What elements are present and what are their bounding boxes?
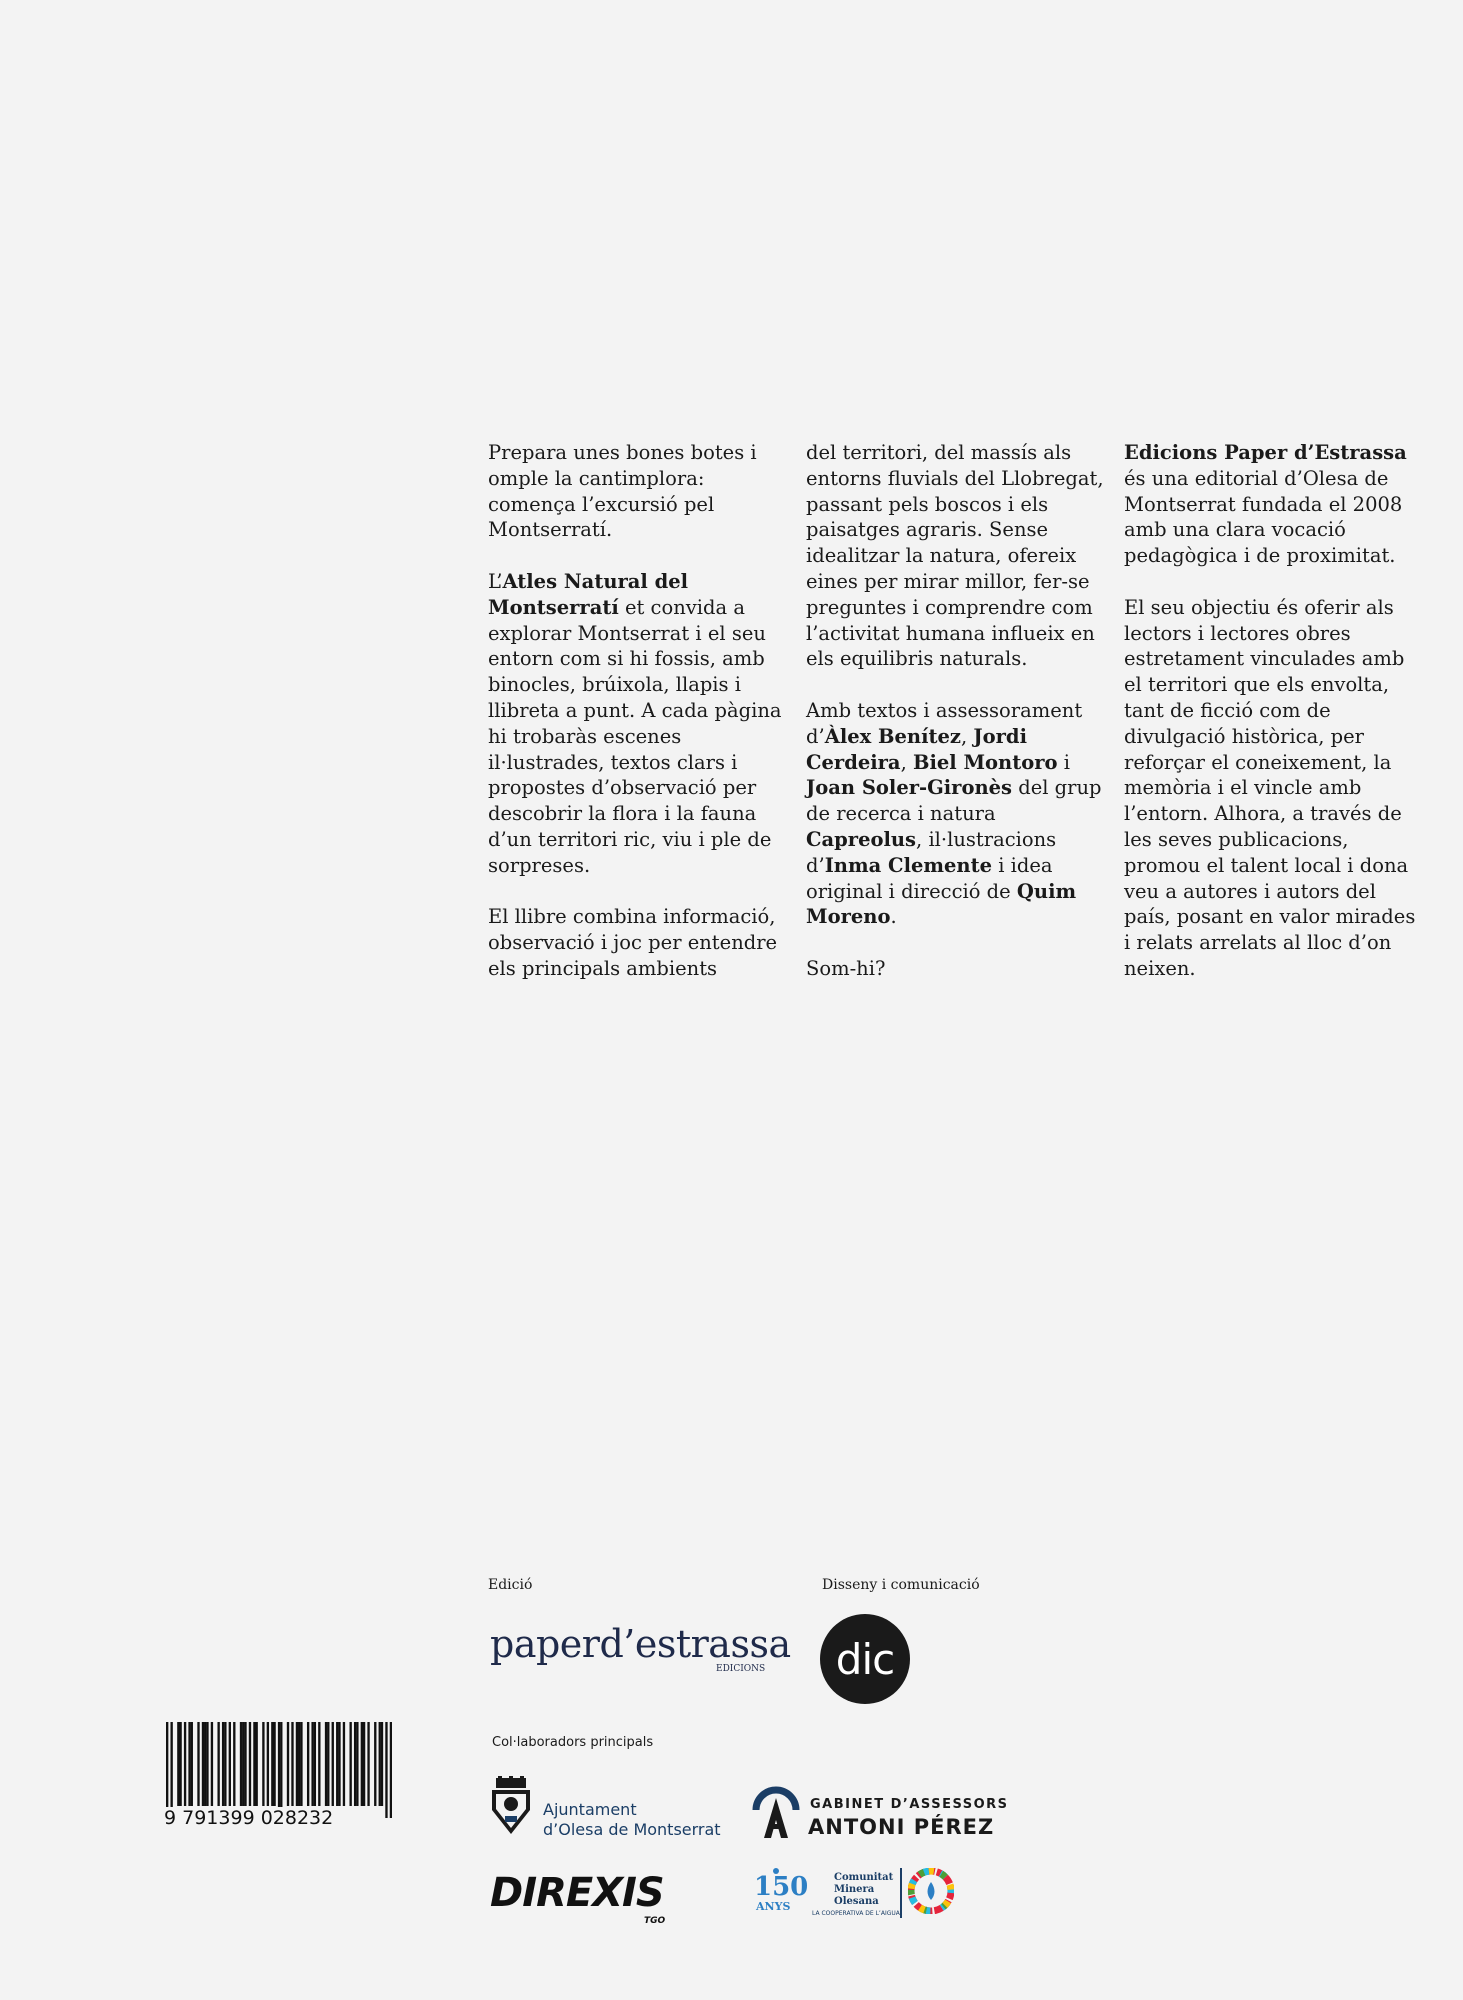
com-150: 150 <box>754 1872 809 1902</box>
com-line-3: Olesana <box>834 1896 879 1907</box>
barcode-bar <box>336 1722 338 1806</box>
com-line-1: Comunitat <box>834 1872 894 1883</box>
edicio-label: Edició <box>488 1577 533 1593</box>
publisher-post: és una editorial d’Olesa de Montserrat fundada el 2008 amb una clara vocació pedagògica i de proximitat. <box>1124 466 1403 568</box>
barcode-bar <box>244 1722 246 1806</box>
author-name: Jordi Cerdeira <box>806 724 1027 774</box>
barcode <box>166 1722 392 1818</box>
disseny-label: Disseny i comunicació <box>822 1577 980 1593</box>
book-title: Atles Natural del Montserratí <box>488 569 689 619</box>
ajuntament-logo-text <box>543 1800 721 1840</box>
combina-paragraph: El llibre combina informació, observació i joc per entendre els principals ambients <box>488 905 778 980</box>
barcode-bar <box>390 1722 392 1818</box>
olesa-crest-icon <box>488 1776 534 1836</box>
direxis-sub: TGO <box>644 1916 666 1926</box>
barcode-bar <box>278 1722 280 1818</box>
barcode-bar <box>177 1722 179 1806</box>
barcode-bar <box>188 1722 190 1806</box>
barcode-bar <box>367 1722 369 1806</box>
objective-paragraph: El seu objectiu és oferir als lectors i lectores obres estretament vinculades amb el territori que els envolta, tant de ficció com de divulgació històrica, per reforçar el coneixement, la memòria i el vincle amb l’entorn. Alhora, a través de les seves publicacions, promou el talent local i dona veu a autores i autors del país, posant en valor mirades i relats arrelats al lloc d’on neixen. <box>1124 595 1416 980</box>
barcode-bar <box>179 1722 181 1806</box>
collaboradors-label: Col·laboradors principals <box>492 1735 654 1750</box>
gabinet-line-2: ANTONI PÉREZ <box>808 1815 995 1839</box>
barcode-bar <box>291 1722 293 1806</box>
barcode-bar <box>170 1722 172 1818</box>
barcode-bar <box>271 1722 273 1806</box>
publisher-name: Edicions Paper d’Estrassa <box>1124 441 1407 464</box>
logo-edicions: EDICIONS <box>716 1664 766 1674</box>
barcode-bar <box>325 1722 327 1806</box>
logo-paper-word: paper <box>490 1622 600 1666</box>
barcode-bar <box>354 1722 356 1806</box>
barcode-bar <box>202 1722 204 1806</box>
sep: i <box>1057 750 1070 774</box>
sdg-wheel-icon <box>908 1868 954 1914</box>
barcode-bar <box>381 1722 383 1806</box>
direxis-logo: DIREXIS <box>490 1870 664 1916</box>
authors-c: , il·lustracions d’ <box>806 827 1057 877</box>
group-name: Capreolus <box>806 827 917 851</box>
barcode-bar <box>222 1722 224 1806</box>
barcode-bar <box>249 1722 251 1806</box>
barcode-bar <box>204 1722 206 1806</box>
barcode-bar <box>318 1722 320 1806</box>
barcode-bar <box>327 1722 329 1806</box>
barcode-bar <box>300 1722 302 1806</box>
authors-b: del grup de recerca i natura <box>806 776 1102 826</box>
barcode-bar <box>191 1722 193 1806</box>
barcode-bar <box>361 1722 363 1806</box>
atles-paragraph <box>488 569 788 879</box>
barcode-bar <box>311 1722 313 1806</box>
barcode-bar <box>224 1722 226 1806</box>
barcode-bar <box>262 1722 264 1806</box>
gabinet-a-logo-icon <box>750 1780 802 1840</box>
barcode-bar <box>206 1722 208 1806</box>
barcode-bar <box>233 1722 235 1806</box>
director-name: Quim Moreno <box>806 879 1077 929</box>
author-name: Àlex Benítez <box>824 724 962 748</box>
barcode-bar <box>287 1722 289 1806</box>
barcode-bar <box>197 1722 199 1806</box>
ajuntament-line-1: Ajuntament <box>543 1800 637 1819</box>
com-line-2: Minera <box>834 1884 875 1895</box>
ajuntament-line-2: d’Olesa de Montserrat <box>543 1820 721 1839</box>
barcode-bar <box>314 1722 316 1806</box>
authors-a: Amb textos i assessorament d’ <box>806 698 1083 748</box>
barcode-bar <box>256 1722 258 1806</box>
barcode-bar <box>229 1722 231 1806</box>
barcode-bar <box>267 1722 269 1806</box>
atles-pre: L’ <box>488 569 503 593</box>
barcode-bar <box>307 1722 309 1806</box>
barcode-bar <box>385 1722 387 1818</box>
authors-e: . <box>890 905 897 929</box>
barcode-bar <box>343 1722 345 1806</box>
barcode-bar <box>184 1722 186 1806</box>
barcode-bar <box>349 1722 351 1806</box>
authors-paragraph <box>806 698 1106 930</box>
barcode-bar <box>253 1722 255 1806</box>
logo-estrassa-word: d’estrassa <box>599 1622 791 1666</box>
text-column-2 <box>806 440 1106 1008</box>
intro-paragraph: Prepara unes bones botes i omple la cantimplora: comença l’excursió pel Montserratí. <box>488 441 757 542</box>
barcode-bar <box>374 1722 376 1806</box>
barcode-bar <box>379 1722 381 1806</box>
paper-destrassa-logo <box>490 1622 791 1666</box>
sep: , <box>900 750 913 774</box>
barcode-bar <box>338 1722 340 1806</box>
barcode-bar <box>356 1722 358 1806</box>
com-line-4: LA COOPERATIVA DE L’AIGUA <box>812 1910 900 1917</box>
authors-d: i idea original i direcció de <box>806 853 1053 903</box>
barcode-bar <box>363 1722 365 1806</box>
barcode-bar <box>166 1722 168 1818</box>
text-column-1 <box>488 440 788 1008</box>
barcode-bar <box>217 1722 219 1806</box>
atles-post: et convida a explorar Montserrat i el seu entorn com si hi fossis, amb binocles, brúixola, llapis i llibreta a punt. A cada pàgina hi trobaràs escenes il·lustrades, textos clars i propostes d’observació per descobrir la flora i la fauna d’un territori ric, viu i ple de sorpreses. <box>488 595 782 877</box>
publisher-paragraph <box>1124 440 1424 569</box>
sep: , <box>961 724 974 748</box>
somhi-paragraph: Som-hi? <box>806 956 886 980</box>
author-name: Biel Montoro <box>912 750 1058 774</box>
barcode-bar <box>211 1722 213 1806</box>
barcode-bar <box>296 1722 298 1806</box>
divider <box>900 1868 902 1918</box>
dic-logo: dic <box>820 1614 910 1704</box>
com-anys: ANYS <box>756 1900 791 1913</box>
barcode-bar <box>298 1722 300 1806</box>
gabinet-line-1: GABINET D’ASSESSORS <box>810 1797 1009 1812</box>
barcode-bar <box>240 1722 242 1806</box>
text-column-3 <box>1124 440 1424 1008</box>
barcode-bar <box>273 1722 275 1806</box>
barcode-bar <box>332 1722 334 1806</box>
isbn-number: 9 791399 028232 <box>164 1807 334 1829</box>
territori-paragraph: del territori, del massís als entorns fluvials del Llobregat, passant pels boscos i els paisatges agraris. Sense idealitzar la natura, ofereix eines per mirar millor, fer-se preguntes i comprendre com l’activitat humana influeix en els equilibris naturals. <box>806 441 1104 671</box>
barcode-bar <box>280 1722 282 1818</box>
barcode-bar <box>242 1722 244 1806</box>
author-name: Joan Soler-Gironès <box>806 776 1013 800</box>
illustrator-name: Inma Clemente <box>824 853 993 877</box>
